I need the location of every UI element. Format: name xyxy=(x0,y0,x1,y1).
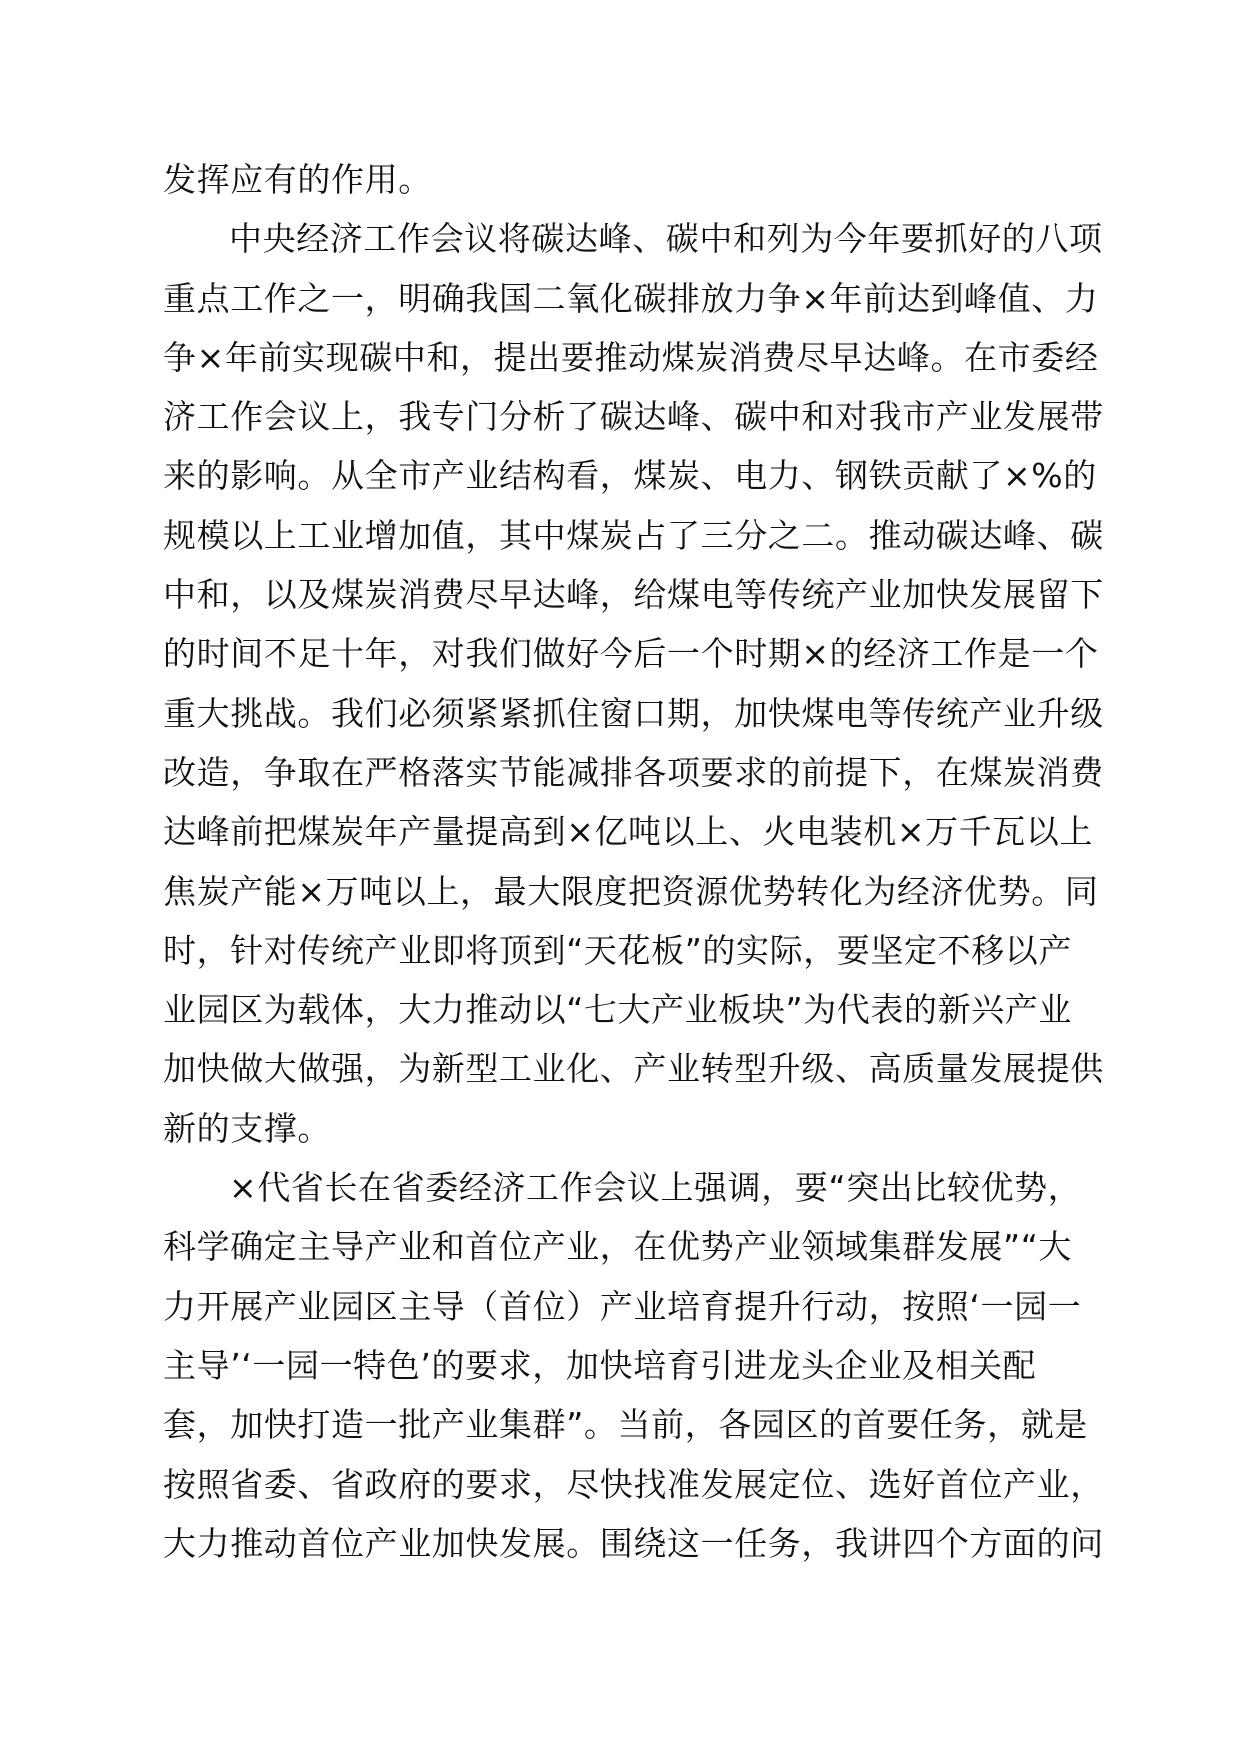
text-line: ×代省长在省委经济工作会议上强调，要“突出比较优势， xyxy=(229,1168,1082,1208)
body-text xyxy=(163,150,1113,1573)
text-line: 来的影响。从全市产业结构看，煤炭、电力、钢铁贡献了×%的 xyxy=(163,456,1097,496)
text-line: 业园区为载体，大力推动以“七大产业板块”为代表的新兴产业 xyxy=(163,990,1072,1030)
text-line: 规模以上工业增加值，其中煤炭占了三分之二。推动碳达峰、碳 xyxy=(163,515,1104,555)
text-line: 焦炭产能×万吨以上，最大限度把资源优势转化为经济优势。同 xyxy=(163,871,1099,911)
text-line: 按照省委、省政府的要求，尽快找准发展定位、选好首位产业， xyxy=(163,1464,1104,1504)
text-line: 发挥应有的作用。 xyxy=(163,160,432,199)
text-line: 达峰前把煤炭年产量提高到×亿吨以上、火电装机×万千瓦以上 xyxy=(163,812,1094,852)
text-line: 大力推动首位产业加快发展。围绕这一任务，我讲四个方面的问 xyxy=(163,1523,1104,1563)
text-line: 科学确定主导产业和首位产业，在优势产业领域集群发展”“大 xyxy=(163,1227,1072,1267)
text-line: 济工作会议上，我专门分析了碳达峰、碳中和对我市产业发展带 xyxy=(163,397,1104,437)
text-line: 争×年前实现碳中和，提出要推动煤炭消费尽早达峰。在市委经 xyxy=(163,337,1099,377)
text-line: 中和，以及煤炭消费尽早达峰，给煤电等传统产业加快发展留下 xyxy=(163,575,1104,615)
text-line: 主导’‘一园一特色’的要求，加快培育引进龙头企业及相关配 xyxy=(163,1345,1037,1385)
text-line: 套，加快打造一批产业集群”。当前，各园区的首要任务，就是 xyxy=(163,1405,1088,1445)
text-line: 改造，争取在严格落实节能减排各项要求的前提下，在煤炭消费 xyxy=(163,752,1104,792)
text-line: 重点工作之一，明确我国二氧化碳排放力争×年前达到峰值、力 xyxy=(163,278,1099,318)
text-line: 加快做大做强，为新型工业化、产业转型升级、高质量发展提供 xyxy=(163,1049,1104,1089)
text-line: 时，针对传统产业即将顶到“天花板”的实际，要坚定不移以产 xyxy=(163,930,1072,970)
text-line: 中央经济工作会议将碳达峰、碳中和列为今年要抓好的八项 xyxy=(229,219,1103,259)
text-line: 力开展产业园区主导（首位）产业培育提升行动，按照‘一园一 xyxy=(163,1286,1082,1326)
text-line: 重大挑战。我们必须紧紧抓住窗口期，加快煤电等传统产业升级 xyxy=(163,693,1104,733)
text-line: 的时间不足十年，对我们做好今后一个时期×的经济工作是一个 xyxy=(163,634,1099,674)
text-line: 新的支撑。 xyxy=(163,1108,331,1148)
